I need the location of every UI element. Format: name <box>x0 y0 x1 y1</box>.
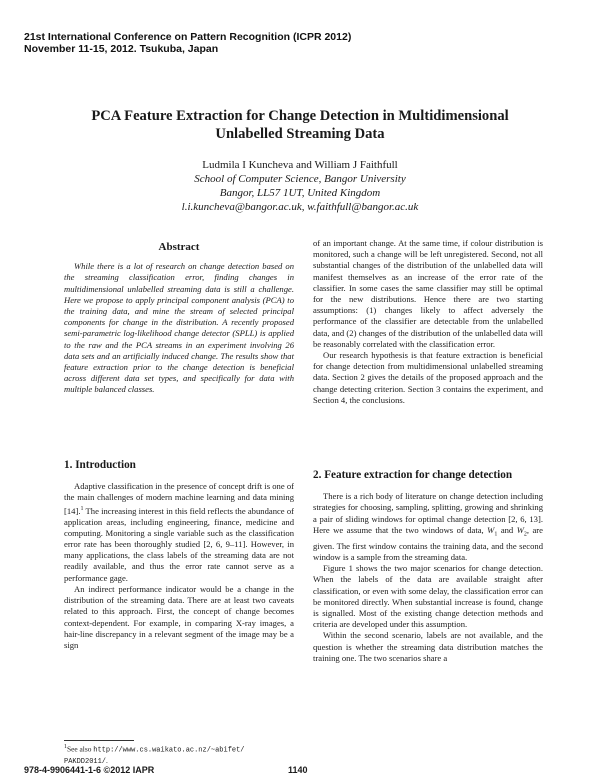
title-line-1: PCA Feature Extraction for Change Detection in Multidimensional <box>91 108 509 124</box>
s2-p1-start: There is a rich body of literature on change detection including strategies for choosing, sampling, splitting, growing and shrinking a pair of sliding windows for optimal change detection [2, 6, 13]. Here we assume that the two windows of data, <box>313 491 543 535</box>
author-names: Ludmila I Kuncheva and William J Faithfull <box>202 159 398 171</box>
section-2-heading: 2. Feature extraction for change detection <box>313 469 513 481</box>
section-2-paragraph-3: Within the second scenario, labels are not available, and the question is whether the streaming data distribution matches the training one. The two scenarios share a <box>313 630 543 663</box>
footnote-ref: 1 <box>80 505 84 512</box>
conference-name: 21st International Conference on Pattern Recognition (ICPR 2012) <box>24 31 352 43</box>
affiliation-school: School of Computer Science, Bangor University <box>194 173 406 185</box>
right-paragraph-0: of an important change. At the same time, if colour distribution is monitored, such a change will be left unregistered. Second, not all substantial changes of the distribution of the unlabelled data will manifest themselves as an increase of the error rate of the classifier. In some cases the same classifier may still be optimal for the new distributions. Hence there are two starting assumptions: (1) changes likely to affect adversely the performance of the classifier are detectable from the unlabelled data, and (2) changes of the distribution of the unlabelled data will be reasonably correlated with the classification error. <box>313 238 543 349</box>
w2-symbol: W <box>516 524 524 535</box>
and-text: and <box>497 524 517 535</box>
page-number: 1140 <box>288 765 308 775</box>
section-2-paragraph-2: Figure 1 shows the two major scenarios for change detection. When the labels of the data are available straight after classification, or even with some delay, the classification error can be monitored directly. When substantial increase is found, change is signalled. Most of the existing change detection methods and criteria are developed under this assumption. <box>313 563 543 630</box>
intro-p1-start: Adaptive classification in the presence of concept drift is one of the main challenges of modern machine learning and data mining [14]. <box>64 481 294 516</box>
intro-paragraph-1 <box>64 481 294 584</box>
footnote-mark: 1 <box>64 744 67 750</box>
footnote-text: See also <box>67 744 94 754</box>
left-column <box>64 242 294 396</box>
intro-p1-rest: The increasing interest in this field reflects the abundance of application areas, including engineering, finance, medicine and computing. Monitoring a single variable such as the classification error rate has been thoroughly studied [2, 6, 9–11]. However, in many applications, the class labels of the streaming data are not readily available, and thus the error rate cannot serve as a performance gage. <box>64 505 294 583</box>
introduction-section <box>64 460 294 651</box>
right-paragraph-1: Our research hypothesis is that feature extraction is beneficial for change detection from multidimensional unlabelled streaming data. Section 2 gives the details of the proposed approach and the change detecting criterion. Section 3 contains the experiment, and Section 4, the conclusions. <box>313 350 543 405</box>
footnote <box>64 743 294 767</box>
footnote-rule <box>64 740 134 741</box>
intro-paragraph-2: An indirect performance indicator would be a change in the distribution of the streaming data. There are at least two caveats related to this approach. First, the concept of change becomes context-dependent. For example, in comparing X-ray images, a hair-line discrepancy in a relevant segment of the image may be a sign <box>64 583 294 650</box>
w1-subscript: 1 <box>494 531 498 538</box>
author-block <box>40 158 560 214</box>
section-2-paragraph-1 <box>313 491 543 563</box>
abstract-text: While there is a lot of research on change detection based on the streaming classification error, finding changes in multidimensional unlabelled streaming data is still a challenge. Here we propose to apply principal component analysis (PCA) to the training data, and mine the stream of selected principal components for change in the distribution. A recently proposed semi-parametric log-likelihood change detector (SPLL) is applied to the raw and the PCA streams in an experiment involving 26 data sets and an artificially induced change. The results show that feature extraction prior to the change detection is beneficial across different data set types, and specifically for data with multiple balanced classes. <box>64 261 294 395</box>
w2-subscript: 2 <box>523 531 527 538</box>
footnote-end: . <box>106 755 108 765</box>
footnote-url-1[interactable]: http://www.cs.waikato.ac.nz/~abifet/ <box>93 746 245 755</box>
abstract-heading: Abstract <box>158 241 200 253</box>
section-2 <box>313 470 543 664</box>
affiliation-address: Bangor, LL57 1UT, United Kingdom <box>219 187 381 199</box>
conference-date: November 11-15, 2012. Tsukuba, Japan <box>24 43 219 55</box>
introduction-heading: 1. Introduction <box>64 459 136 471</box>
title-line-2: Unlabelled Streaming Data <box>215 126 385 142</box>
footnote-url-2[interactable]: PAKDD2011/ <box>64 757 107 766</box>
right-column <box>313 238 543 406</box>
paper-title <box>40 107 560 143</box>
w1-symbol: W <box>487 524 495 535</box>
author-emails: l.i.kuncheva@bangor.ac.uk, w.faithfull@bangor.ac.uk <box>181 201 419 213</box>
s2-p1-end: , are given. The first window contains the training data, and the second window is a sample from the streaming data. <box>313 524 543 562</box>
isbn-footer: 978-4-9906441-1-6 ©2012 IAPR <box>24 765 155 775</box>
